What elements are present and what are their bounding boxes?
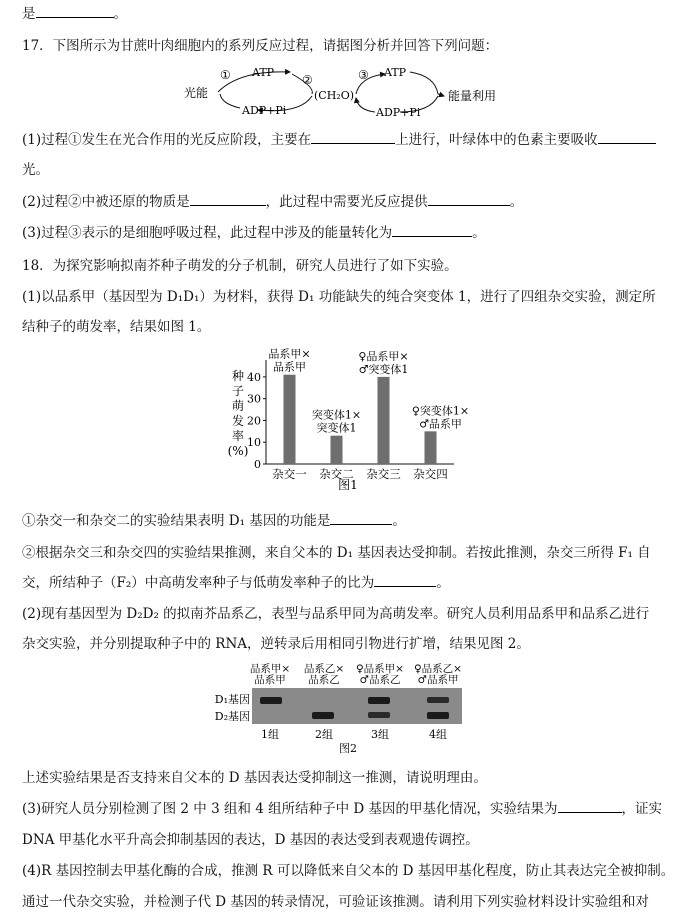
gel-band (312, 712, 334, 719)
question-18-1: (1)以品系甲（基因型为 D₁D₁）为材料，获得 D₁ 功能缺失的纯合突变体 1，进行了四组杂交实验，测定所 (22, 289, 656, 305)
ch2o-label: (CH₂O) (314, 89, 355, 102)
arrow-8 (356, 98, 375, 112)
energy-use-label: 能量利用 (448, 89, 497, 103)
bar (331, 436, 343, 464)
atp-label-1: ATP (252, 66, 275, 79)
question-18-2-cont: 杂交实验，并分别提取种子中的 RNA，逆转录后用相同引物进行扩增，结果见图 2。 (22, 636, 530, 652)
gel-header-4-line-2: ♂品系甲 (417, 674, 459, 686)
answer-blank[interactable] (190, 192, 266, 206)
gel-group-label: 1组 (261, 728, 279, 741)
gel-group-label: 4组 (429, 728, 447, 741)
question-18-c2-cont: 交，所结种子（F₂）中高萌发率种子与低萌发率种子的比为 。 (22, 575, 450, 591)
question-17-1: (1)过程①发生在光合作用的光反应阶段，主要在 上进行，叶绿体中的色素主要吸收 (22, 128, 656, 148)
gel-header-2-line-2: 品系乙 (308, 674, 340, 686)
bar-annotation-line: 品系甲× (268, 347, 311, 361)
gel-header-2-line-1: 品系乙× (303, 663, 345, 675)
x-tick-label: 杂交三 (366, 467, 401, 481)
question-18-2: (2)现有基因型为 D₂D₂ 的拟南芥品系乙，表型与品系甲同为高萌发率。研究人员利用品系甲和品系乙进行 (22, 606, 650, 622)
gel-header-1-line-2: 品系甲 (254, 674, 286, 686)
figure-1-caption: 图1 (338, 478, 358, 492)
bar-annotations (268, 347, 469, 435)
reaction-diagram (180, 62, 510, 120)
arrow-9 (438, 94, 444, 96)
step-2-label: ② (302, 73, 313, 87)
y-axis-label-char: 率 (231, 429, 245, 443)
answer-blank[interactable] (598, 130, 656, 144)
figure-2-caption: 图2 (339, 742, 357, 755)
figure-1-bar-chart (227, 346, 470, 494)
x-tick-label: 杂交一 (272, 467, 307, 481)
arrow-6 (410, 72, 438, 94)
answer-blank[interactable] (558, 799, 622, 813)
question-18-4: (4)R 基因控制去甲基化酶的合成，推测 R 可以降低来自父本的 D 基因甲基化程度，防止其表达完全被抑制。 (22, 863, 675, 879)
answer-blank[interactable] (311, 130, 395, 144)
y-tick-label: 40 (247, 370, 261, 384)
bar-annotation-line: 突变体1× (311, 408, 362, 422)
gel-header-1-line-1: 品系甲× (249, 663, 291, 675)
gel-group-label: 2组 (315, 728, 333, 741)
gel-band (368, 712, 390, 718)
y-axis-label-char: (%) (227, 444, 249, 458)
question-18-4-cont: 通过一代杂交实验，并检测子代 D 基因的转录情况，可验证该推测。请利用下列实验材料设计实验组和对 (22, 894, 649, 910)
bar (425, 431, 437, 464)
bar-annotation-line: 突变体1 (316, 421, 357, 435)
gel-row-label-d1: D₁基因 (214, 693, 250, 706)
gel-group-label: 3组 (371, 728, 389, 741)
answer-line-prev: 是 。 (22, 6, 127, 22)
answer-blank[interactable] (36, 4, 114, 18)
bar-annotation-line: ♀品系甲× (358, 349, 409, 363)
y-tick-label: 0 (254, 458, 261, 471)
bar-annotation-line: ♀突变体1× (411, 404, 470, 418)
y-tick-label: 30 (247, 392, 261, 406)
bar (284, 375, 296, 464)
answer-blank[interactable] (392, 223, 472, 237)
question-18-2-ask: 上述实验结果是否支持来自父本的 D 基因表达受抑制这一推测，请说明理由。 (22, 770, 487, 786)
bar-annotation-line: ♂突变体1 (358, 362, 409, 376)
answer-blank[interactable] (374, 573, 436, 587)
y-axis-label (228, 369, 249, 458)
bar-annotation-line: 品系甲 (273, 360, 306, 374)
y-axis-label-char: 子 (231, 384, 245, 398)
y-tick-label: 10 (247, 436, 261, 450)
adp-label-1: ADP+Pi (242, 104, 287, 117)
y-axis-label-char: 萌 (231, 399, 245, 413)
question-18-c2: ②根据杂交三和杂交四的实验结果推测，来自父本的 D₁ 基因表达受抑制。若按此推测，杂交三所得 F₁ 自 (22, 545, 651, 561)
question-17-stem: 17．下图所示为甘蔗叶肉细胞内的系列反应过程，请据图分析并回答下列问题： (22, 38, 499, 54)
question-18-c1: ①杂交一和杂交二的实验结果表明 D₁ 基因的功能是 。 (22, 513, 406, 529)
adp-label-2: ADP+Pi (376, 106, 421, 119)
question-17-1-cont: 光。 (22, 162, 49, 178)
gel-band (368, 697, 390, 704)
atp-label-2: ATP (384, 66, 407, 79)
step-3-label: ③ (358, 68, 369, 82)
gel-row-label-d2: D₂基因 (214, 710, 250, 723)
question-17-3: (3)过程③表示的是细胞呼吸过程，此过程中涉及的能量转化为 。 (22, 225, 486, 241)
y-axis-label-char: 种 (231, 369, 245, 383)
gel-band (427, 712, 449, 719)
question-18-1-cont: 结种子的萌发率，结果如图 1。 (22, 319, 211, 335)
bar (378, 377, 390, 464)
gel-header-3-line-2: ♂品系乙 (359, 674, 401, 686)
answer-blank[interactable] (428, 192, 510, 206)
question-17-2: (2)过程②中被还原的物质是 ，此过程中需要光反应提供 。 (22, 194, 524, 210)
bar-annotation-line: ♂品系甲 (419, 417, 462, 431)
gel-header-4-line-1: ♀品系乙× (414, 663, 462, 675)
question-18-3: (3)研究人员分别检测了图 2 中 3 组和 4 组所结种子中 D 基因的甲基化情况，实验结果为 ，证实 (22, 801, 663, 817)
y-tick-label: 20 (247, 414, 261, 428)
question-18-stem: 18．为探究影响拟南芥种子萌发的分子机制，研究人员进行了如下实验。 (22, 258, 458, 274)
gel-band (260, 697, 282, 704)
gel-band (427, 697, 449, 703)
x-tick-label: 杂交四 (413, 467, 448, 481)
y-axis-label-char: 发 (231, 414, 245, 428)
gel-header-3-line-1: ♀品系甲× (356, 663, 404, 675)
figure-2-gel (208, 660, 478, 756)
light-energy-label: 光能 (184, 86, 209, 100)
answer-blank[interactable] (330, 511, 392, 525)
step-1-label: ① (220, 68, 231, 82)
x-tick-label: 杂交二 (319, 467, 354, 481)
arrow-4 (220, 94, 240, 108)
question-18-3-cont: DNA 甲基化水平升高会抑制基因的表达，D 基因的表达受到表观遗传调控。 (22, 832, 479, 848)
